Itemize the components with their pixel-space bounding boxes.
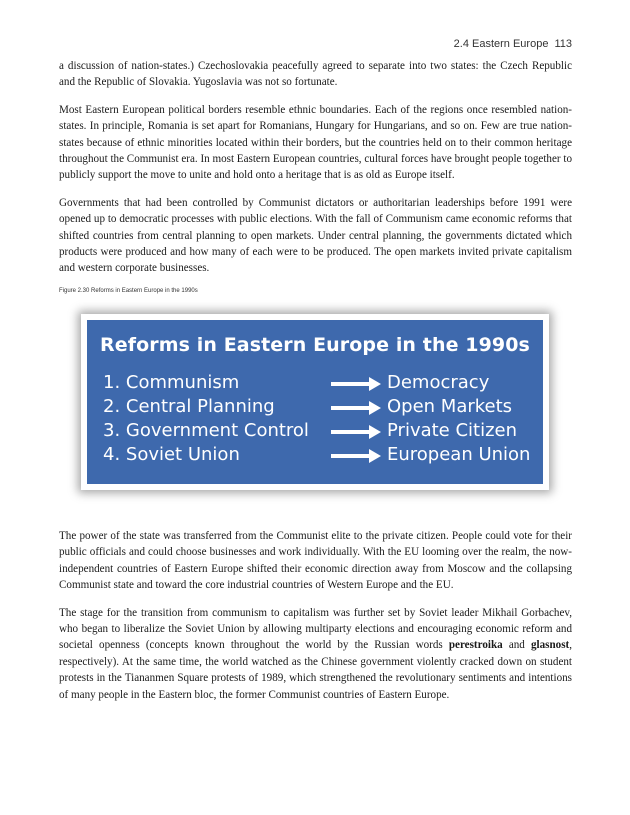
reform-row: [103, 420, 533, 444]
reform-to: Open Markets: [387, 395, 513, 417]
figure-frame: [81, 314, 549, 490]
figure-title: Reforms in Eastern Europe in the 1990s: [100, 333, 530, 356]
right-arrow-icon: [331, 401, 381, 415]
page-number: 113: [554, 38, 572, 50]
reform-from: 2. Central Planning: [103, 395, 275, 417]
reform-from: 3. Government Control: [103, 419, 309, 441]
term-glasnost: glasnost: [530, 639, 570, 652]
figure-caption: Figure 2.30 Reforms in Eastern Europe in the 1990s: [59, 287, 198, 294]
right-arrow-icon: [331, 425, 381, 439]
reform-to: European Union: [387, 443, 531, 465]
page-body: [59, 58, 572, 714]
paragraph-5: [59, 605, 572, 703]
reform-row: [103, 372, 533, 396]
term-perestroika: perestroika: [448, 639, 503, 652]
running-header: [454, 38, 572, 50]
paragraph-5-part-1: The stage for the transition from communism to capitalism was further set by Soviet leader Mikhail Gorbachev, who began to liberalize the Soviet Union by allowing multiparty elections and encouraging economic reform and societal openness (concepts known throughout the world by the Russian words: [59, 606, 572, 652]
paragraph-5-part-2: , respectively). At the same time, the world watched as the Chinese government violently cracked down on student protests in the Tiananmen Square protests of 1989, which strengthened the revolutionary sentiments and intentions of many people in the Eastern bloc, the former Communist countries of Eastern Europe.: [59, 639, 572, 701]
reforms-figure: [87, 320, 543, 484]
paragraph-1: a discussion of nation-states.) Czechoslovakia peacefully agreed to separate into two states: the Czech Republic and the Republic of Slovakia. Yugoslavia was not so fortunate.: [59, 60, 572, 89]
right-arrow-icon: [331, 449, 381, 463]
paragraph-2: Most Eastern European political borders resemble ethnic boundaries. Each of the regions once resembled nation-states. In principle, Romania is set apart for Romanians, Hungary for Hungarians, and so on. Few are true nation-states because of ethnic minorities located within their borders, but the countries held on to their common heritage throughout the Communist era. In most Eastern European countries, cultural forces have brought people together to publicly support the move to unite and hold onto a heritage that is as old as Europe itself.: [59, 103, 572, 182]
paragraph-4: The power of the state was transferred from the Communist elite to the private citizen. People could vote for their public officials and could choose businesses and work individually. With the EU looming over the realm, the now-independent countries of Eastern Europe shifted their economic direction away from Moscow and the collapsing Communist state and toward the core industrial countries of Western Europe and the EU.: [59, 529, 572, 592]
header-section: 2.4 Eastern Europe: [453, 38, 549, 50]
reform-row: [103, 396, 533, 420]
right-arrow-icon: [331, 377, 381, 391]
reform-from: 1. Communism: [103, 371, 240, 393]
reform-to: Private Citizen: [387, 419, 518, 441]
paragraph-5-and: and: [502, 639, 531, 652]
reform-row: [103, 444, 533, 468]
paragraph-3: Governments that had been controlled by Communist dictators or authoritarian leaderships before 1991 were opened up to democratic processes with public elections. With the fall of Communism came economic reforms that shifted countries from central planning to open markets. Under central planning, the governments dictated which products were produced and how many of each were to be produced. The open markets invited private capitalism and western corporate businesses.: [59, 196, 572, 275]
reform-to: Democracy: [387, 371, 490, 393]
reform-from: 4. Soviet Union: [103, 443, 240, 465]
